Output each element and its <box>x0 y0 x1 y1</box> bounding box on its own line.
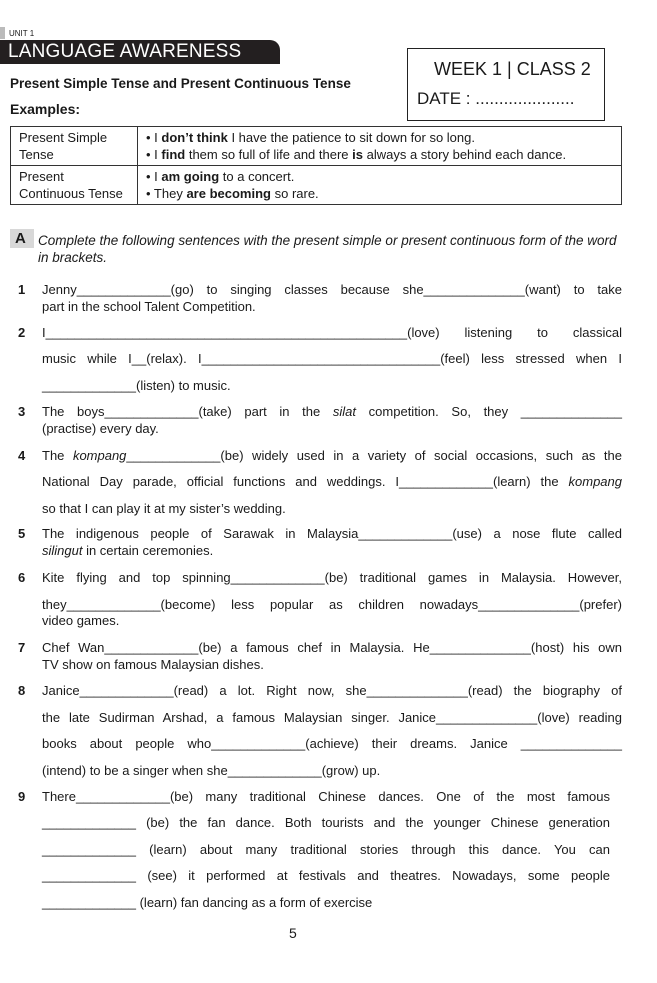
text: Jenny_____________(go) to singing classes because she______________(want) to take <box>42 282 622 297</box>
text: The indigenous people of Sarawak in Malaysia_____________(use) a nose flute called <box>42 526 622 541</box>
text: _____________(listen) to music. <box>42 378 231 393</box>
question-line <box>42 657 622 673</box>
question-line <box>42 597 622 613</box>
question-number: 1 <box>18 282 26 297</box>
question-line <box>42 351 622 367</box>
question-line <box>42 570 622 586</box>
question-line <box>42 404 622 420</box>
question-line <box>42 613 622 629</box>
text: There_____________(be) many traditional Chinese dances. One of the most famous <box>42 789 610 804</box>
text: books about people who_____________(achieve) their dreams. Janice ______________ <box>42 736 622 751</box>
text: I have the patience to sit down for so long. <box>227 130 475 145</box>
bold-text: don’t think <box>161 130 228 145</box>
bold-text: find <box>161 147 186 162</box>
italic-text: silat <box>332 404 357 419</box>
question-line <box>42 895 622 911</box>
question-line <box>42 736 622 752</box>
text: TV show on famous Malaysian dishes. <box>42 657 264 672</box>
tense-label <box>11 166 138 205</box>
question-line <box>42 710 622 726</box>
text: The boys_____________(take) part in the <box>42 404 333 419</box>
question-number: 2 <box>18 325 26 340</box>
question-number: 3 <box>18 404 26 419</box>
question-line <box>42 868 610 884</box>
question-number: 8 <box>18 683 26 698</box>
text: the late Sudirman Arshad, a famous Malaysian singer. Janice______________(love) reading <box>42 710 622 725</box>
question-number: 7 <box>18 640 26 655</box>
question-number: 4 <box>18 448 26 463</box>
question-line <box>42 789 610 805</box>
text: they_____________(become) less popular as children nowadays______________(prefer) <box>42 597 622 612</box>
question-line <box>42 282 622 298</box>
table-row <box>11 166 622 205</box>
text: Chef Wan_____________(be) a famous chef in Malaysia. He______________(host) his own <box>42 640 622 655</box>
italic-text: kompang <box>72 448 127 463</box>
bold-text: is <box>352 147 363 162</box>
text: • I <box>146 130 162 145</box>
unit-marker <box>0 27 5 39</box>
tense-label-line: Tense <box>19 147 54 162</box>
tense-label-line: Continuous Tense <box>19 186 123 201</box>
text: The <box>42 448 73 463</box>
text: competition. So, they ______________ <box>356 404 623 419</box>
text: _____________ (be) the fan dance. Both tourists and the younger Chinese generation <box>42 815 610 830</box>
date-field: DATE : ..................... <box>417 89 575 108</box>
text: • I <box>146 169 162 184</box>
question-line <box>42 763 622 779</box>
bold-text: are becoming <box>186 186 271 201</box>
examples-label: Examples: <box>10 101 81 117</box>
example-bullet <box>146 146 621 163</box>
question-number: 5 <box>18 526 26 541</box>
question-line <box>42 378 622 394</box>
italic-text: silingut <box>42 543 83 558</box>
text: them so full of life and there <box>185 147 353 162</box>
example-sentences <box>138 127 622 166</box>
page-number: 5 <box>289 925 297 941</box>
question-line <box>42 683 622 699</box>
italic-text: kompang <box>568 474 622 489</box>
example-bullet <box>146 129 621 146</box>
question-line <box>42 842 610 858</box>
instruction: Complete the following sentences with the present simple or present continuous form of the word in brackets. <box>38 233 617 265</box>
text: • I <box>146 147 162 162</box>
week-box <box>407 48 605 121</box>
text: (intend) to be a singer when she_____________(grow) up. <box>42 763 381 778</box>
tense-label-line: Present Simple <box>19 130 108 145</box>
text: _____________ (see) it performed at festivals and theatres. Nowadays, some people <box>42 868 610 883</box>
text: so rare. <box>270 186 319 201</box>
text: so that I can play it at my sister’s wedding. <box>42 501 286 516</box>
text: to a concert. <box>219 169 295 184</box>
text: • They <box>146 186 187 201</box>
question-line <box>42 640 622 656</box>
example-bullet <box>146 168 621 185</box>
question-number: 9 <box>18 789 26 804</box>
example-sentences <box>138 166 622 205</box>
section-letter: A <box>10 229 34 248</box>
text: Janice_____________(read) a lot. Right now, she______________(read) the biography of <box>42 683 622 698</box>
table-row <box>11 127 622 166</box>
text: (practise) every day. <box>42 421 159 436</box>
question-line <box>42 299 622 315</box>
text: video games. <box>42 613 120 628</box>
tense-label-line: Present <box>19 169 64 184</box>
examples-table <box>10 126 622 205</box>
text: _____________ (learn) about many traditional stories through this dance. You can <box>42 842 610 857</box>
question-line <box>42 325 622 341</box>
example-bullet <box>146 185 621 202</box>
question-line <box>42 421 622 437</box>
banner-title: LANGUAGE AWARENESS <box>8 41 242 62</box>
question-number: 6 <box>18 570 26 585</box>
text: I__________________________________________________(love) listening to classical <box>42 325 622 340</box>
text: Kite flying and top spinning_____________(be) traditional games in Malaysia. However, <box>42 570 622 585</box>
text: National Day parade, official functions and weddings. I_____________(learn) the <box>42 474 569 489</box>
question-line <box>42 501 622 517</box>
text: part in the school Talent Competition. <box>42 299 256 314</box>
question-line <box>42 448 622 464</box>
text: _____________ (learn) fan dancing as a form of exercise <box>42 895 373 910</box>
unit-label: UNIT 1 <box>9 29 35 38</box>
section-banner <box>0 40 280 64</box>
bold-text: am going <box>161 169 220 184</box>
question-line <box>42 474 622 490</box>
question-line <box>42 526 622 542</box>
question-line <box>42 543 622 559</box>
subtitle: Present Simple Tense and Present Continuous Tense <box>10 76 351 91</box>
text: _____________(be) widely used in a variety of social occasions, such as the <box>126 448 622 463</box>
text: always a story behind each dance. <box>363 147 567 162</box>
question-line <box>42 815 610 831</box>
tense-label <box>11 127 138 166</box>
week-class: WEEK 1 | CLASS 2 <box>434 59 591 79</box>
text: in certain ceremonies. <box>82 543 214 558</box>
text: music while I__(relax). I_________________________________(feel) less stressed when I <box>42 351 622 366</box>
